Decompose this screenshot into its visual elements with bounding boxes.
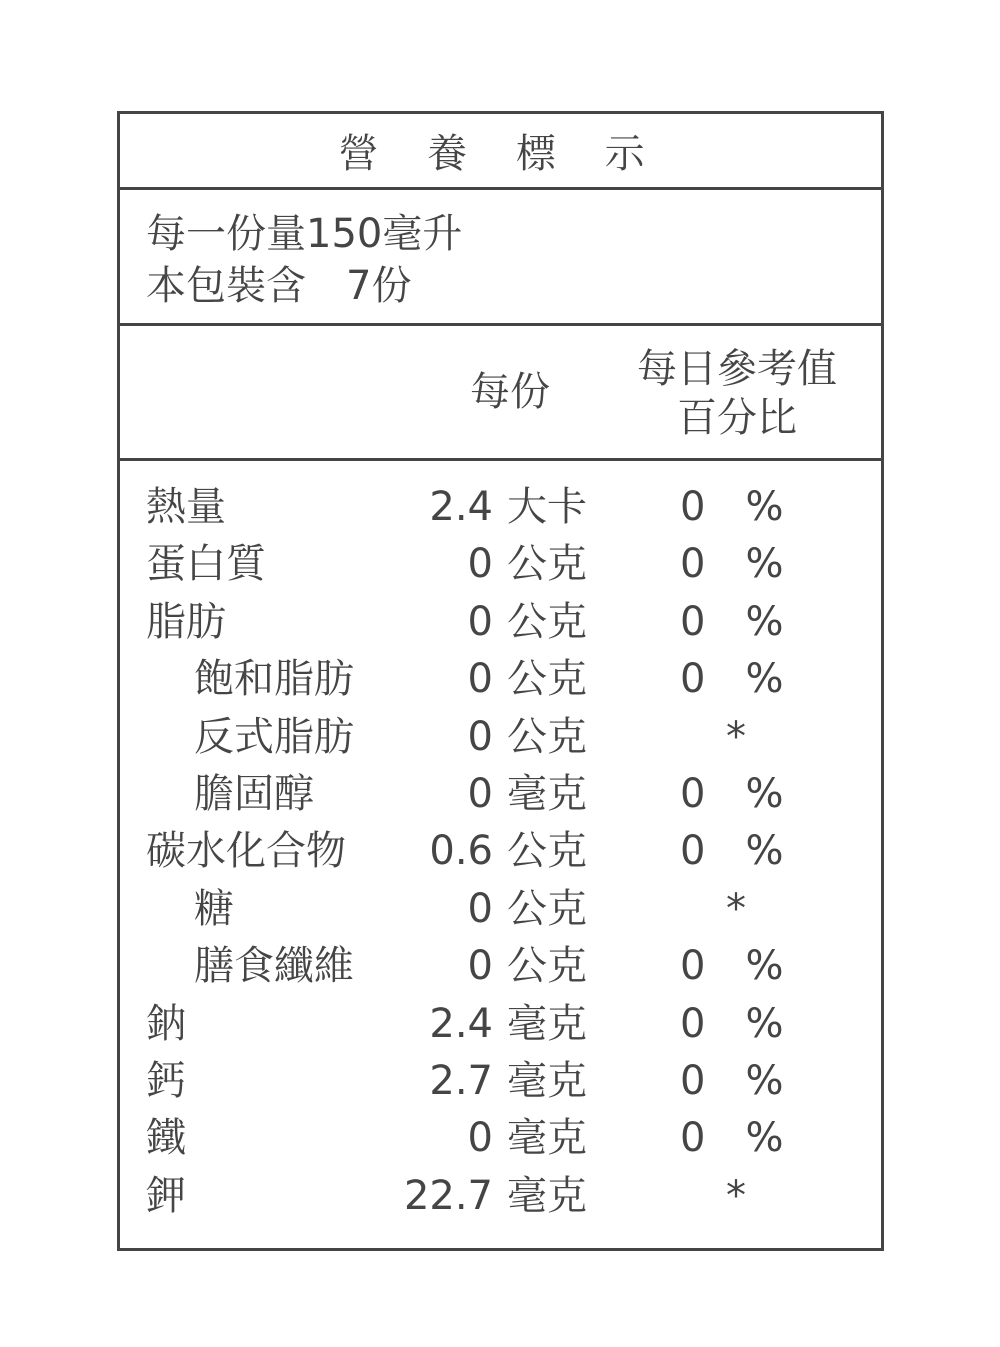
nutrient-name: 碳水化合物 [146,828,346,875]
nutrient-amount: 2.4 [429,1000,493,1047]
nutrient-unit: 公克 [507,598,587,645]
nutrient-amount: 0 [467,598,493,645]
title-divider [120,187,881,190]
nutrient-daily-value: * [726,713,746,760]
nutrient-daily-value: 0 % [680,598,784,645]
nutrient-unit: 公克 [507,828,587,875]
nutrient-row [120,709,881,767]
label-title: 營 養 標 示 [338,131,663,177]
nutrient-name: 糖 [194,885,234,932]
nutrient-daily-value: 0 % [680,656,784,703]
nutrient-unit: 毫克 [507,771,587,817]
nutrient-row [120,996,881,1054]
nutrient-name: 膳食纖維 [194,943,354,990]
nutrient-name: 鐵 [146,1115,186,1162]
nutrient-amount: 0.6 [429,828,493,875]
nutrient-name: 鈣 [146,1058,186,1104]
nutrient-row [120,766,881,824]
nutrient-amount: 0 [467,943,493,990]
nutrient-row [120,651,881,709]
nutrient-unit: 公克 [507,943,587,990]
nutrition-label [117,111,884,1251]
nutrient-amount: 0 [467,541,493,588]
nutrient-daily-value: * [726,885,746,932]
nutrient-row [120,938,881,996]
nutrient-unit: 公克 [507,885,587,932]
nutrient-unit: 毫克 [507,1172,587,1219]
nutrient-daily-value: 0 % [680,771,784,817]
nutrient-unit: 公克 [507,541,587,588]
nutrient-name: 飽和脂肪 [194,656,354,703]
nutrient-name: 鉀 [146,1172,186,1219]
nutrient-daily-value: 0 % [680,828,784,875]
nutrient-unit: 毫克 [507,1058,587,1104]
nutrient-unit: 公克 [507,713,587,760]
nutrient-amount: 0 [467,771,493,817]
nutrient-daily-value: 0 % [680,541,784,588]
nutrient-unit: 毫克 [507,1115,587,1162]
nutrient-row [120,1110,881,1168]
nutrient-amount: 2.4 [429,484,493,530]
nutrient-name: 鈉 [146,1000,186,1047]
header-divider [120,458,881,461]
nutrient-daily-value: 0 % [680,1000,784,1047]
nutrient-daily-value: 0 % [680,1115,784,1162]
nutrient-amount: 0 [467,656,493,703]
serving-divider [120,323,881,326]
nutrient-daily-value: 0 % [680,943,784,990]
nutrient-amount: 22.7 [403,1172,493,1219]
nutrient-name: 脂肪 [146,598,226,645]
nutrient-name: 熱量 [146,484,226,530]
nutrient-name: 蛋白質 [146,541,266,588]
nutrient-row [120,1053,881,1111]
nutrient-amount: 0 [467,713,493,760]
nutrient-daily-value: 0 % [680,1058,784,1104]
nutrient-unit: 大卡 [507,484,587,530]
nutrient-amount: 0 [467,885,493,932]
servings-per-package: 本包裝含 7份 [146,263,412,309]
nutrient-row [120,536,881,594]
nutrient-amount: 2.7 [429,1058,493,1104]
nutrient-row [120,594,881,652]
serving-size: 每一份量150毫升 [146,211,463,257]
nutrient-daily-value: 0 % [680,484,784,530]
nutrient-unit: 毫克 [507,1000,587,1047]
nutrient-row [120,881,881,939]
nutrient-unit: 公克 [507,656,587,703]
nutrient-name: 反式脂肪 [194,713,354,760]
nutrient-daily-value: * [726,1172,746,1219]
daily-value-header-line2: 百分比 [677,395,797,441]
nutrient-row [120,823,881,881]
nutrient-row [120,479,881,537]
nutrient-row [120,1168,881,1226]
daily-value-header: 每日參考值 [637,346,837,392]
nutrient-name: 膽固醇 [194,771,314,817]
nutrient-amount: 0 [467,1115,493,1162]
per-serving-header: 每份 [470,369,550,415]
